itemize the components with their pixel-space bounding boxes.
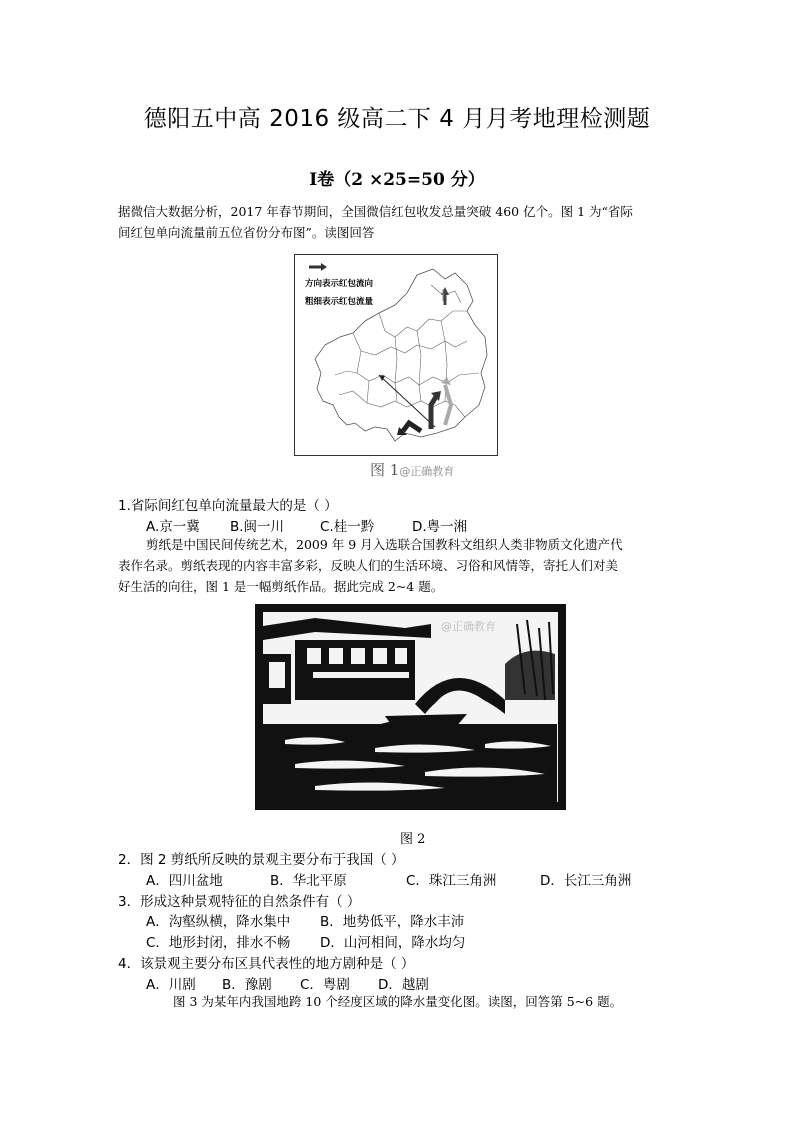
q2-stem: 2．图 2 剪纸所反映的景观主要分布于我国（ ） <box>118 852 405 868</box>
q1-option-a: A.京一冀 <box>146 519 200 535</box>
q4-stem: 4．该景观主要分布区具代表性的地方剧种是（ ） <box>118 956 415 972</box>
section-heading: Ⅰ卷（2 ×25=50 分） <box>309 170 485 190</box>
figure1-caption-row <box>370 459 454 480</box>
q4-option-a: A．川剧 <box>146 977 196 993</box>
q3-stem: 3．形成这种景观特征的自然条件有（ ） <box>118 894 361 910</box>
q1-stem: 1.省际间红包单向流量最大的是（ ） <box>118 498 338 514</box>
figure1-caption: 图 1 <box>370 461 400 479</box>
intro2-line2: 表作名录。剪纸表现的内容丰富多彩，反映人们的生活环境、习俗和风情等，寄托人们对美 <box>118 558 619 573</box>
figure2-papercut <box>255 604 566 810</box>
legend-thickness: 粗细表示红包流量 <box>305 297 374 307</box>
q3-option-a: A．沟壑纵横，降水集中 <box>146 914 291 930</box>
intro2-line3: 好生活的向往，图 1 是一幅剪纸作品。据此完成 2~4 题。 <box>118 579 444 594</box>
q4-option-b: B．豫剧 <box>222 977 272 993</box>
page-title: 德阳五中高 2016 级高二下 4 月月考地理检测题 <box>143 106 651 132</box>
q2-option-b: B．华北平原 <box>270 873 347 889</box>
legend-direction: 方向表示红包流向 <box>305 279 374 289</box>
q1-option-c: C.桂一黔 <box>320 519 375 535</box>
intro3-line1: 图 3 为某年内我国地跨 10 个经度区域的降水量变化图。读图，回答第 5~6 题。 <box>173 994 623 1009</box>
q1-option-d: D.粤一湘 <box>412 519 468 535</box>
intro1-line2: 间红包单向流量前五位省份分布图”。读图回答 <box>118 225 375 240</box>
figure1-watermark: @正确教育 <box>399 465 455 478</box>
q1-option-b: B.闽一川 <box>230 519 285 535</box>
q3-option-c: C．地形封闭，排水不畅 <box>146 935 291 951</box>
figure2-watermark: @正确教育 <box>441 620 496 633</box>
q2-option-a: A．四川盆地 <box>146 873 223 889</box>
q3-option-d: D．山河相间，降水均匀 <box>320 935 466 951</box>
intro2-line1: 剪纸是中国民间传统艺术，2009 年 9 月入选联合国教科文组织人类非物质文化遗产代 <box>146 537 623 552</box>
intro1-line1: 据微信大数据分析，2017 年春节期间，全国微信红包收发总量突破 460 亿个。图 1 为“省际 <box>118 204 633 219</box>
papercut-graphic <box>255 604 566 810</box>
q2-option-c: C．珠江三角洲 <box>406 873 497 889</box>
q4-option-c: C．粤剧 <box>300 977 350 993</box>
figure2-caption: 图 2 <box>400 832 426 847</box>
q4-option-d: D．越剧 <box>378 977 429 993</box>
q2-option-d: D．长江三角洲 <box>540 873 632 889</box>
figure1-map <box>294 254 498 456</box>
q3-option-b: B．地势低平，降水丰沛 <box>320 914 465 930</box>
